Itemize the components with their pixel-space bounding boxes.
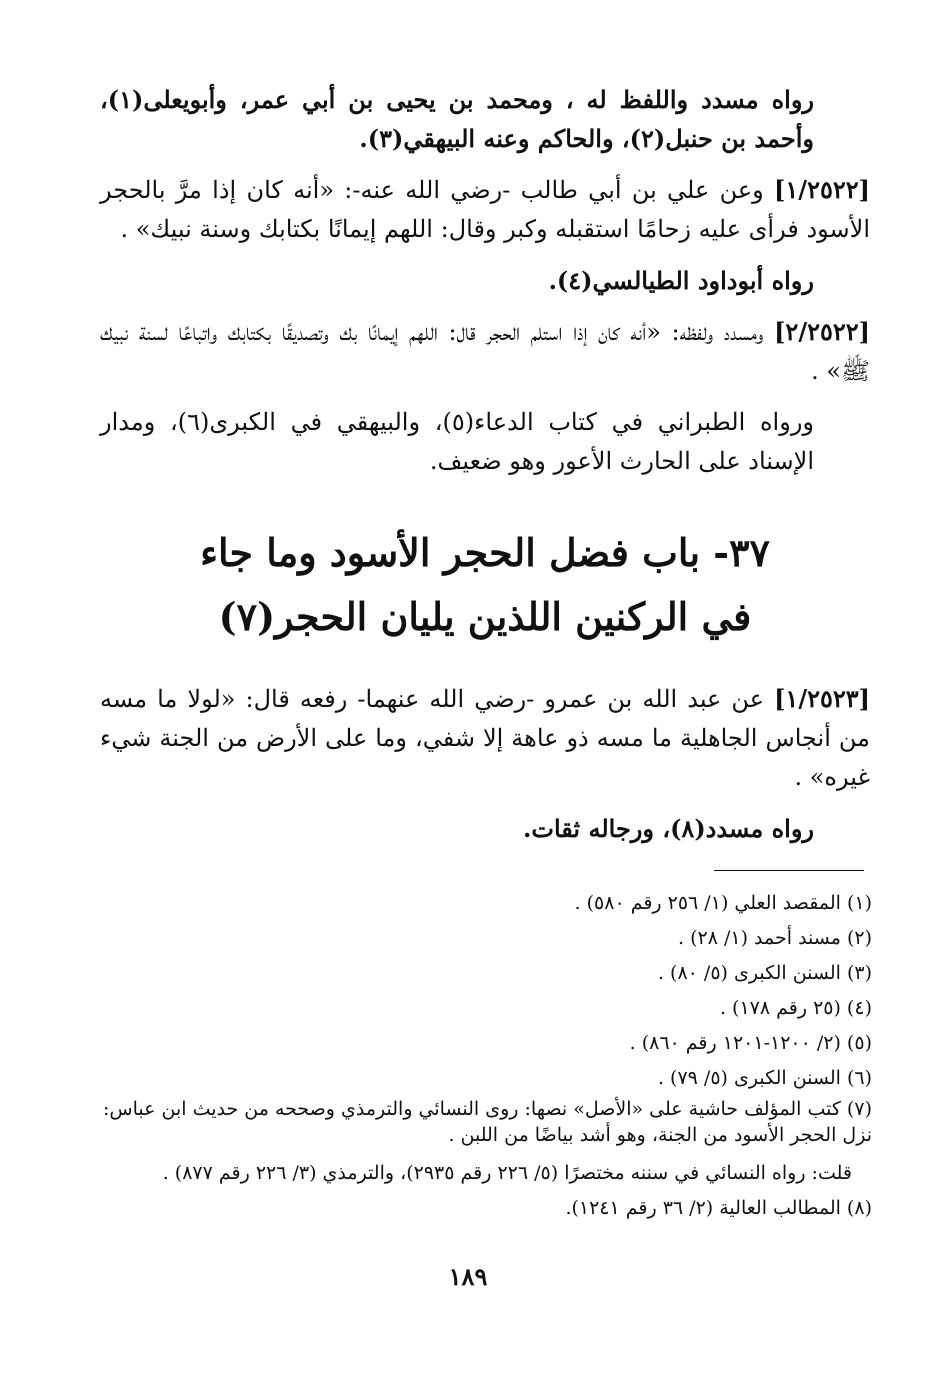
page-number: ١٨٩ [448,1262,488,1291]
paragraph-6 [100,679,870,797]
footnote-7-continuation: قلت: رواه النسائي في سننه مختصرًا (٥/ ٢٢٦ رقم ٢٩٣٥)، والترمذي (٣/ ٢٢٦ رقم ٨٧٧) . [162,1162,852,1184]
paragraph-1: رواه مسدد واللفظ له ، ومحمد بن يحيى بن أبي عمر، وأبويعلى(١)، وأحمد بن حنبل(٢)، والحاكم وعنه البيهقي(٣). [100,85,814,153]
footnote-2: (٢) مسند أحمد (١/ ٢٨) . [678,927,872,949]
hadith-text: عن عبد الله بن عمرو -رضي الله عنهما- رفعه قال: «لولا ما مسه من أنجاس الجاهلية ما مسه ذو عاهة إلا شفي، وما على الأرض من الجنة شيء غيره» . [100,685,870,791]
footnote-8: (٨) المطالب العالية (٢/ ٣٦ رقم ١٢٤١). [565,1197,872,1219]
hadith-ref: [١/٢٥٢٣] [774,684,870,713]
chapter-heading [100,521,870,649]
paragraph-3: رواه أبوداود الطيالسي(٤). [548,266,814,295]
paragraph-2 [100,170,870,249]
footnotes [102,886,872,1226]
hadith-text: ومسدد ولفظه: «أنه كان إذا استلم الحجر قال: اللهم إيمانًا بك وتصديقًا بكتابك واتباعًا لسنة نبيك ﷺ» . [100,318,870,385]
main-text [100,80,870,860]
paragraph-7: رواه مسدد(٨)، ورجاله ثقات. [523,814,814,843]
footnote-divider [714,870,864,871]
footnote-4: (٤) (٢٥ رقم ١٧٨) . [719,997,872,1019]
footnote-3: (٣) السنن الكبرى (٥/ ٨٠) . [657,962,872,984]
chapter-title-line-1: ٣٧- باب فضل الحجر الأسود وما جاء [200,530,770,575]
paragraph-4 [100,312,870,391]
footnote-1: (١) المقصد العلي (١/ ٢٥٦ رقم ٥٨٠) . [574,892,872,914]
footnote-7: (٧) كتب المؤلف حاشية على «الأصل» نصها: روى النسائي والترمذي وصححه من حديث ابن عباس: نزل الحجر الأسود من الجنة، وهو أشد بياضًا من اللبن . [103,1098,872,1146]
footnote-6: (٦) السنن الكبرى (٥/ ٧٩) . [657,1067,872,1089]
hadith-text: وعن علي بن أبي طالب -رضي الله عنه-: «أنه كان إذا مرَّ بالحجر الأسود فرأى عليه زحامًا استقبله وكبر وقال: اللهم إيمانًا بكتابك وسنة نبيك» . [100,176,870,243]
paragraph-5: ورواه الطبراني في كتاب الدعاء(٥)، والبيهقي في الكبرى(٦)، ومدار الإسناد على الحارث الأعور وهو ضعيف. [100,408,814,475]
hadith-ref: [١/٢٥٢٢] [774,175,870,204]
hadith-ref: [٢/٢٥٢٢] [774,317,870,346]
footnote-5: (٥) (٢/ ١٢٠٠-١٢٠١ رقم ٨٦٠) . [629,1032,872,1054]
chapter-title-line-2: في الركنين اللذين يليان الحجر(٧) [218,594,752,639]
